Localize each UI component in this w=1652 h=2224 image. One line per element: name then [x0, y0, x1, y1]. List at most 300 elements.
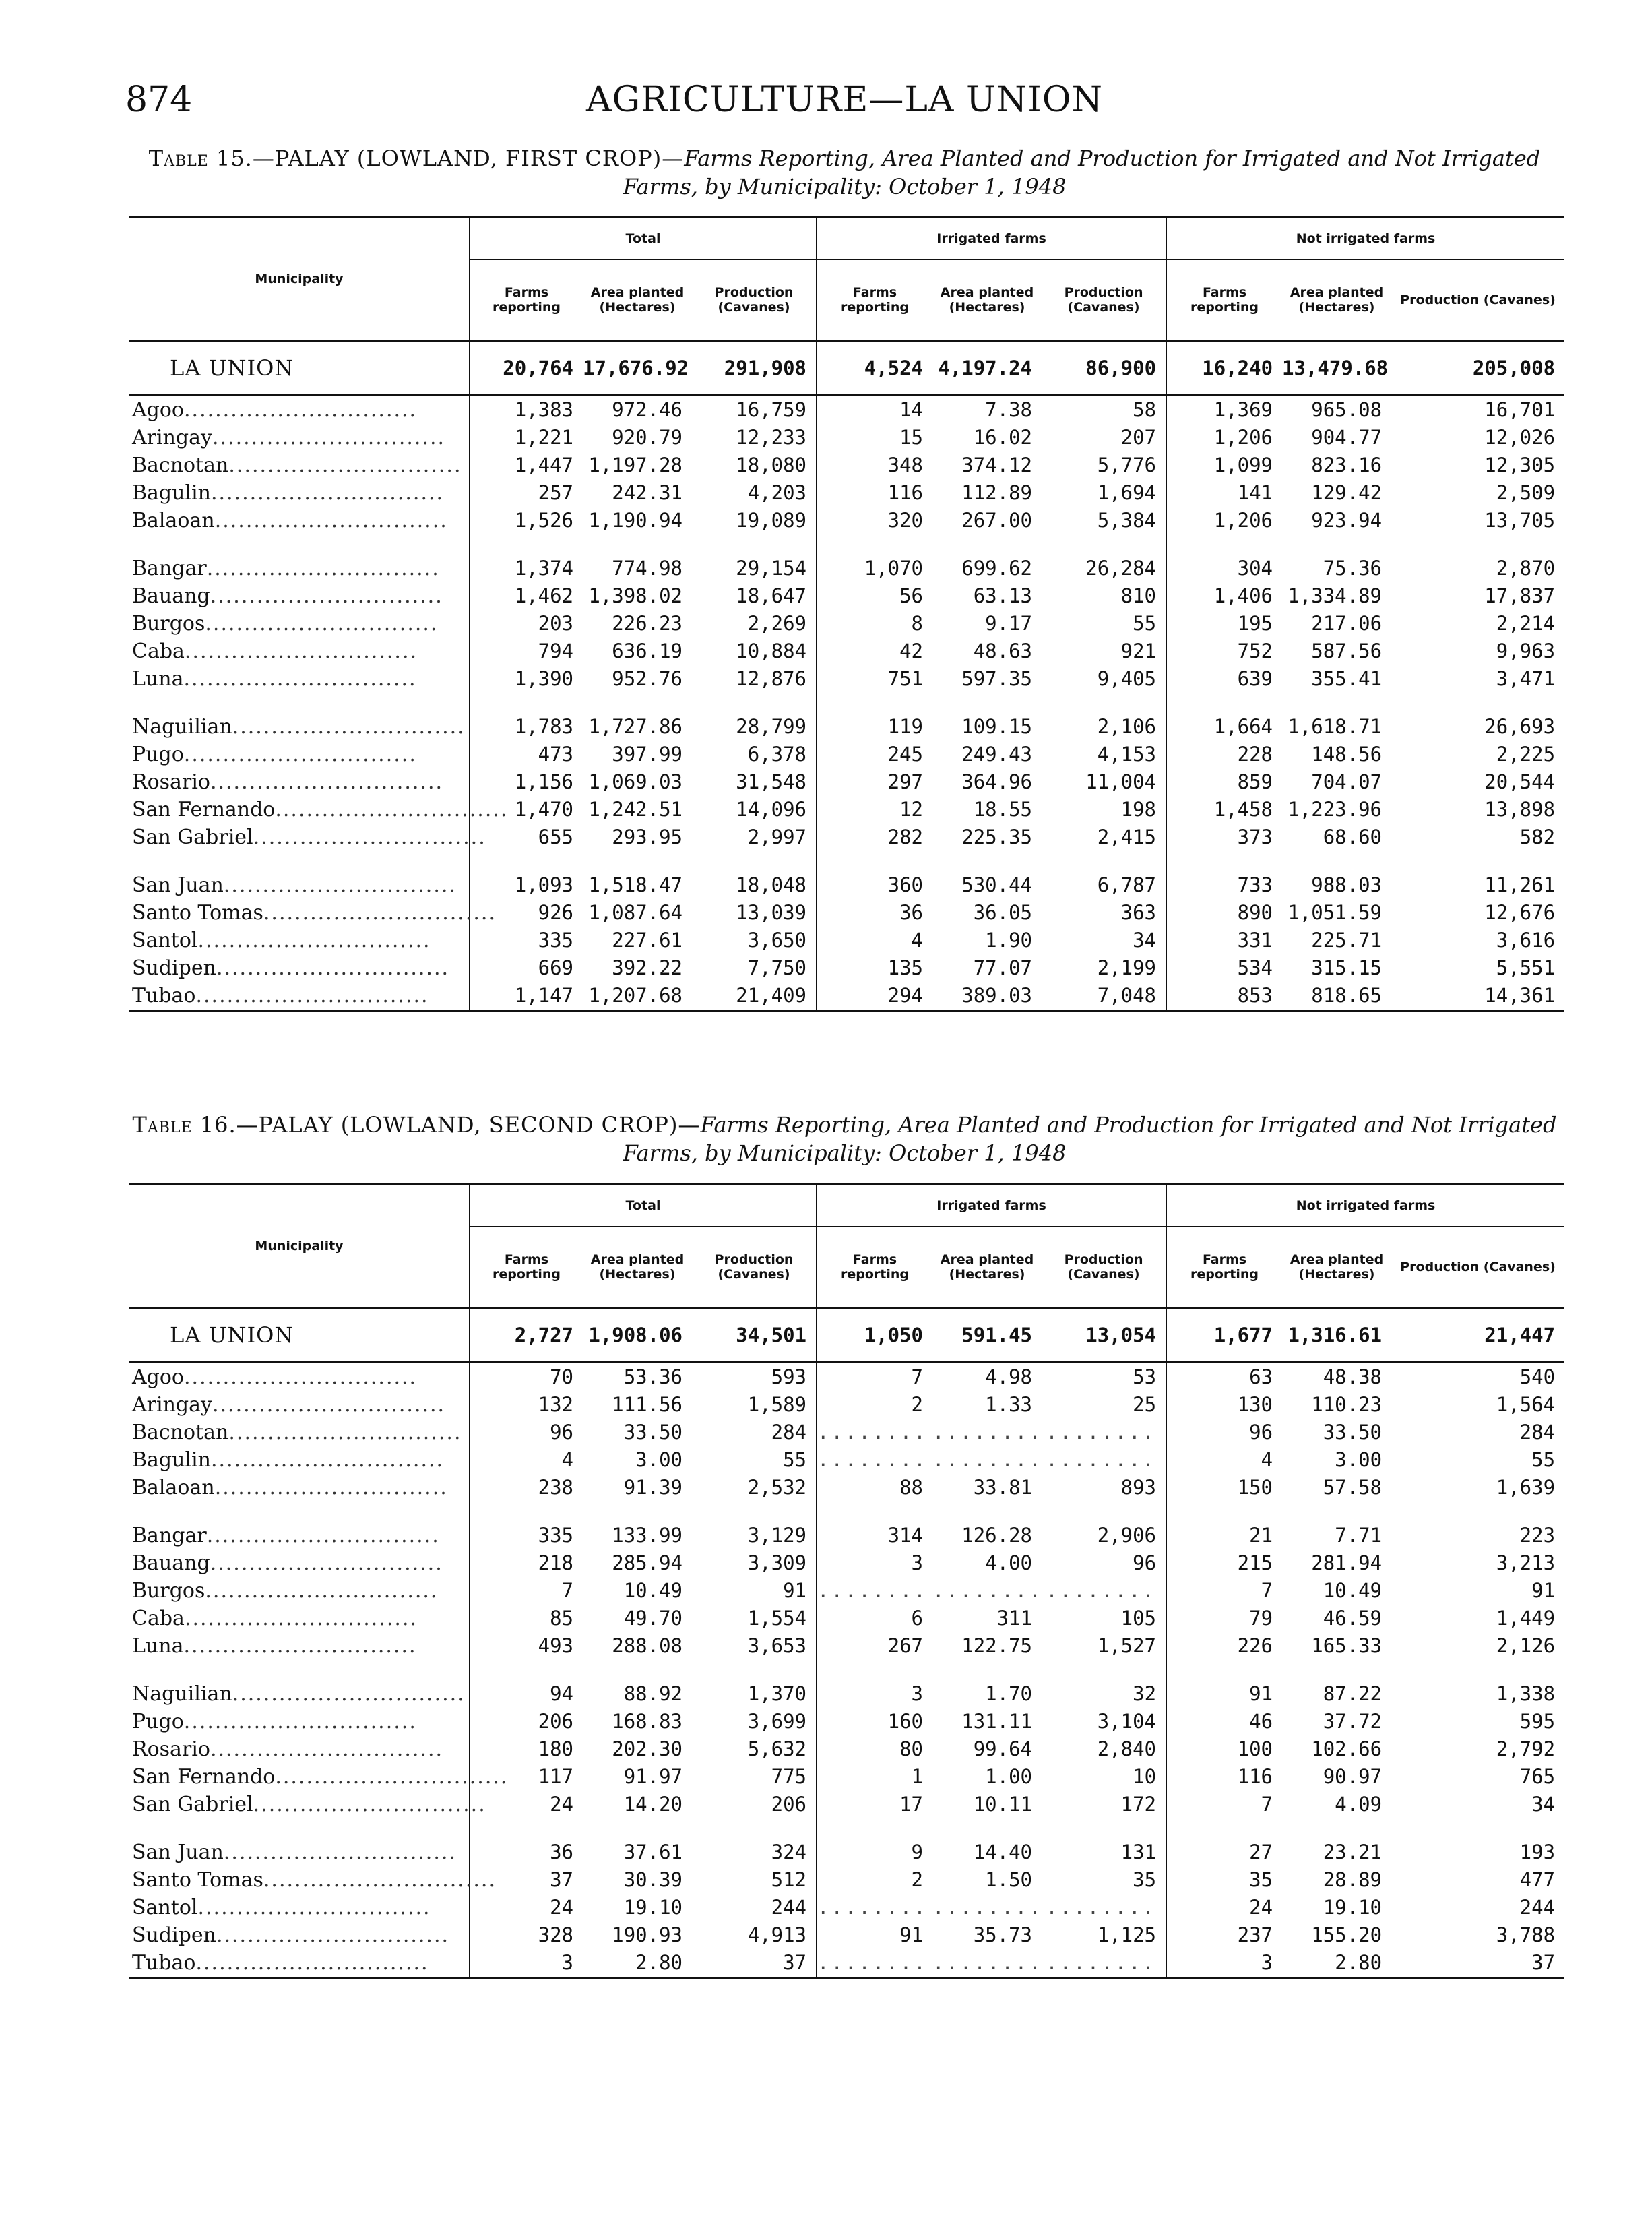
data-cell: 920.79	[612, 426, 682, 449]
data-cell: 2,906	[1097, 1524, 1157, 1547]
data-cell: 774.98	[612, 557, 682, 580]
group-gap	[129, 1818, 1564, 1839]
municipality-name	[129, 741, 470, 768]
data-cell: 46.59	[1323, 1607, 1383, 1630]
data-cell: 19.10	[1323, 1896, 1383, 1919]
municipality-name	[129, 1632, 470, 1660]
empty-cell: ........	[1046, 1421, 1157, 1444]
data-cell: 4,203	[747, 481, 807, 504]
table-row	[129, 452, 1564, 479]
municipality-label: Sudipen	[132, 1923, 216, 1947]
data-cell: 85	[470, 1605, 583, 1632]
group-gap	[129, 1660, 1564, 1680]
data-cell: 4.09	[1335, 1793, 1383, 1816]
municipality-name	[129, 1391, 470, 1419]
data-cell: 893	[1120, 1476, 1157, 1499]
data-cell: 18,048	[736, 873, 807, 896]
municipality-label: Caba	[132, 640, 185, 663]
empty-cell: ........	[932, 1949, 1042, 1978]
municipality-name	[129, 1680, 470, 1708]
data-cell: 1,462	[470, 582, 583, 610]
data-cell: 7	[1166, 1577, 1282, 1605]
page-header	[125, 80, 1564, 127]
empty-cell: ........	[1046, 1579, 1157, 1602]
data-cell: 21,409	[692, 982, 817, 1011]
data-cell: 1,390	[470, 665, 583, 693]
data-cell: 348	[817, 452, 932, 479]
table-row	[129, 871, 1564, 899]
farms-reporting-header: Farms reporting	[817, 259, 932, 341]
municipality-label: Santol	[132, 929, 198, 952]
data-cell: 1,639	[1496, 1476, 1556, 1499]
data-cell: 733	[1166, 871, 1282, 899]
total-cell: 4,524	[817, 341, 932, 396]
municipality-header: Municipality	[129, 217, 470, 341]
table-row	[129, 741, 1564, 768]
production-header: Production (Cavanes)	[1042, 1227, 1166, 1308]
municipality-label: San Fernando	[132, 798, 276, 822]
data-cell: 35	[1166, 1866, 1282, 1894]
empty-cell: ........	[817, 1419, 932, 1446]
table-row	[129, 1866, 1564, 1894]
municipality-label: Bacnotan	[132, 1421, 229, 1444]
data-cell: 360	[817, 871, 932, 899]
leader-dots: ..............................	[197, 929, 431, 952]
data-cell: 1,338	[1496, 1682, 1556, 1705]
data-cell: 36.05	[973, 901, 1033, 924]
municipality-label: Rosario	[132, 1737, 210, 1761]
data-cell: 203	[470, 610, 583, 638]
municipality-label: Bangar	[132, 1524, 207, 1547]
data-cell: 335	[470, 1522, 583, 1549]
leader-dots: ..............................	[183, 743, 417, 766]
data-cell: 1,070	[817, 555, 932, 582]
data-cell: 26,284	[1085, 557, 1157, 580]
municipality-name	[129, 610, 470, 638]
data-cell: 70	[470, 1363, 583, 1392]
data-cell: 198	[1120, 798, 1157, 821]
total-cell: 86,900	[1042, 341, 1166, 396]
data-cell: 29,154	[736, 557, 807, 580]
data-cell: 33.50	[1323, 1421, 1383, 1444]
leader-dots: ..............................	[195, 984, 429, 1008]
production-header: Production (Cavanes)	[692, 1227, 817, 1308]
data-cell: 129.42	[1311, 481, 1383, 504]
data-cell: 80	[817, 1735, 932, 1763]
municipality-name	[129, 1522, 470, 1549]
data-cell: 1,564	[1496, 1393, 1556, 1416]
municipality-label: Pugo	[132, 743, 184, 766]
data-cell: 1.90	[985, 929, 1033, 952]
data-cell: 328	[470, 1921, 583, 1949]
data-cell: 237	[1166, 1921, 1282, 1949]
data-cell: 1.70	[985, 1682, 1033, 1705]
data-cell: 58	[1133, 398, 1157, 421]
leader-dots: ..............................	[205, 1579, 439, 1603]
data-cell: 1,374	[470, 555, 583, 582]
leader-dots: ..............................	[263, 901, 497, 925]
data-cell: 2,106	[1097, 715, 1157, 738]
total-row	[129, 1308, 1564, 1363]
data-cell: 1,618.71	[1288, 715, 1383, 738]
data-cell: 100	[1166, 1735, 1282, 1763]
data-cell: 1,221	[470, 424, 583, 452]
data-cell: 1,383	[470, 396, 583, 425]
data-cell: 2,532	[747, 1476, 807, 1499]
data-cell: 4.00	[985, 1551, 1033, 1574]
data-cell: 35.73	[973, 1923, 1033, 1946]
municipality-label: Tubao	[132, 984, 196, 1008]
data-cell: 1,458	[1166, 796, 1282, 824]
data-cell: 111.56	[612, 1393, 682, 1416]
data-cell: 285.94	[612, 1551, 682, 1574]
municipality-name	[129, 1419, 470, 1446]
data-cell: 227.61	[612, 929, 682, 952]
data-cell: 3.00	[635, 1448, 682, 1471]
data-cell: 193	[1519, 1841, 1556, 1863]
municipality-label: Agoo	[132, 398, 184, 422]
data-cell: 49.70	[623, 1607, 682, 1630]
empty-cell: ........	[1046, 1896, 1157, 1919]
data-cell: 639	[1166, 665, 1282, 693]
data-cell: 2,225	[1496, 743, 1556, 766]
data-cell: 33.50	[623, 1421, 682, 1444]
municipality-name	[129, 1446, 470, 1474]
total-cell: 291,908	[692, 341, 817, 396]
data-cell: 3,699	[747, 1710, 807, 1733]
total-cell: 591.45	[932, 1308, 1042, 1363]
area-planted-header: Area planted (Hectares)	[583, 259, 692, 341]
data-cell: 9.17	[985, 612, 1033, 635]
data-cell: 818.65	[1282, 982, 1391, 1011]
data-cell: 2,199	[1097, 956, 1157, 979]
data-cell: 132	[470, 1391, 583, 1419]
data-cell: 99.64	[973, 1737, 1033, 1760]
table-row	[129, 1522, 1564, 1549]
total-cell: 1,316.61	[1282, 1308, 1391, 1363]
data-cell: 587.56	[1311, 640, 1383, 662]
leader-dots: ..............................	[210, 481, 445, 505]
total-row	[129, 341, 1564, 396]
table-row	[129, 479, 1564, 507]
leader-dots: ..............................	[263, 1868, 497, 1892]
municipality-label: Santo Tomas	[132, 901, 263, 925]
data-cell: 33.81	[973, 1476, 1033, 1499]
farms-reporting-header: Farms reporting	[1166, 1227, 1282, 1308]
data-cell: 7.38	[985, 398, 1033, 421]
data-cell: 168.83	[612, 1710, 682, 1733]
data-cell: 1,470	[470, 796, 583, 824]
data-cell: 116	[1166, 1763, 1282, 1791]
data-cell: 5,551	[1496, 956, 1556, 979]
data-cell: 165.33	[1311, 1634, 1383, 1657]
table-row	[129, 1577, 1564, 1605]
data-cell: 91	[1531, 1579, 1556, 1602]
leader-dots: ..............................	[184, 398, 418, 422]
table-row	[129, 1949, 1564, 1978]
group-header: Irrigated farms	[817, 217, 1166, 259]
table-row	[129, 1708, 1564, 1735]
data-cell: 890	[1166, 899, 1282, 927]
data-cell: 477	[1519, 1868, 1556, 1891]
municipality-label: Balaoan	[132, 1476, 215, 1500]
municipality-label: San Gabriel	[132, 1793, 253, 1816]
data-cell: 36	[817, 899, 932, 927]
data-cell: 242.31	[612, 481, 682, 504]
data-cell: 1,051.59	[1288, 901, 1383, 924]
group-gap	[129, 534, 1564, 555]
municipality-label: Bagulin	[132, 1448, 211, 1472]
production-header: Production (Cavanes)	[1042, 259, 1166, 341]
empty-cell: ........	[817, 1577, 932, 1605]
data-cell: 3,616	[1496, 929, 1556, 952]
data-cell: 595	[1519, 1710, 1556, 1733]
data-cell: 2,509	[1496, 481, 1556, 504]
data-cell: 7,750	[747, 956, 807, 979]
data-cell: 17,837	[1484, 584, 1556, 607]
farms-reporting-header: Farms reporting	[817, 1227, 932, 1308]
empty-cell: ........	[932, 1448, 1043, 1471]
municipality-name	[129, 1894, 470, 1921]
farms-reporting-header: Farms reporting	[1166, 259, 1282, 341]
municipality-name	[129, 582, 470, 610]
municipality-name	[129, 1791, 486, 1818]
table-row	[129, 396, 1564, 425]
table-row	[129, 1474, 1564, 1502]
data-cell: 37.61	[623, 1841, 682, 1863]
data-cell: 5,384	[1097, 509, 1157, 532]
total-cell: 205,008	[1391, 341, 1564, 396]
data-cell: 116	[817, 479, 932, 507]
data-cell: 202.30	[612, 1737, 682, 1760]
municipality-label: Luna	[132, 1634, 184, 1658]
data-cell: 225.35	[961, 826, 1033, 848]
group-gap	[129, 1502, 1564, 1522]
data-cell: 195	[1166, 610, 1282, 638]
data-cell: 1,526	[470, 507, 583, 534]
data-cell: 4	[817, 927, 932, 954]
data-cell: 7	[817, 1363, 932, 1392]
data-cell: 2,792	[1496, 1737, 1556, 1760]
municipality-label: Pugo	[132, 1710, 184, 1733]
table-row	[129, 768, 1564, 796]
table-row	[129, 954, 1564, 982]
data-cell: 131	[1120, 1841, 1157, 1863]
table-row	[129, 1735, 1564, 1763]
data-cell: 37	[1391, 1949, 1564, 1978]
data-cell: 3,650	[747, 929, 807, 952]
data-cell: 297	[817, 768, 932, 796]
table15-grid	[129, 216, 1564, 1012]
area-planted-header: Area planted (Hectares)	[583, 1227, 692, 1308]
data-cell: 11,261	[1484, 873, 1556, 896]
leader-dots: ..............................	[210, 1551, 443, 1575]
table-row	[129, 1680, 1564, 1708]
data-cell: 752	[1166, 638, 1282, 665]
group-header: Not irrigated farms	[1166, 217, 1564, 259]
data-cell: 190.93	[612, 1923, 682, 1946]
data-cell: 14.20	[623, 1793, 682, 1816]
production-header: Production (Cavanes)	[1391, 259, 1564, 341]
data-cell: 109.15	[961, 715, 1033, 738]
leader-dots: ..............................	[206, 1524, 440, 1547]
group-header: Not irrigated farms	[1166, 1184, 1564, 1227]
data-cell: 14	[817, 396, 932, 425]
municipality-name	[129, 1949, 470, 1978]
data-cell: 12,026	[1484, 426, 1556, 449]
data-cell: 37	[470, 1866, 583, 1894]
table-row	[129, 582, 1564, 610]
municipality-name	[129, 452, 470, 479]
leader-dots: ..............................	[210, 1448, 445, 1472]
data-cell: 112.89	[961, 481, 1033, 504]
total-cell: 13,479.68	[1282, 341, 1391, 396]
data-cell: 6,787	[1097, 873, 1157, 896]
data-cell: 1,369	[1166, 396, 1282, 425]
data-cell: 20,544	[1484, 770, 1556, 793]
municipality-name	[129, 796, 509, 824]
municipality-label: Santol	[132, 1896, 198, 1919]
data-cell: 988.03	[1311, 873, 1383, 896]
municipality-label: San Gabriel	[132, 826, 253, 849]
data-cell: 91	[783, 1579, 807, 1602]
data-cell: 1,370	[747, 1682, 807, 1705]
data-cell: 397.99	[612, 743, 682, 766]
data-cell: 284	[771, 1421, 807, 1444]
total-cell: 2,727	[470, 1308, 583, 1363]
data-cell: 68.60	[1323, 826, 1383, 848]
data-cell: 55	[1133, 612, 1157, 635]
table-row	[129, 824, 1564, 851]
data-cell: 267	[817, 1632, 932, 1660]
municipality-name	[129, 1605, 470, 1632]
data-cell: 215	[1166, 1549, 1282, 1577]
leader-dots: ..............................	[232, 715, 466, 739]
data-cell: 48.38	[1323, 1365, 1383, 1388]
leader-dots: ..............................	[212, 1393, 446, 1417]
municipality-label: Tubao	[132, 1951, 196, 1975]
data-cell: 36	[470, 1839, 583, 1866]
data-cell: 9,963	[1496, 640, 1556, 662]
data-cell: 512	[771, 1868, 807, 1891]
data-cell: 223	[1519, 1524, 1556, 1547]
page-title: AGRICULTURE—LA UNION	[586, 80, 1103, 120]
data-cell: 63	[1166, 1363, 1282, 1392]
area-planted-header: Area planted (Hectares)	[1282, 259, 1391, 341]
data-cell: 14.40	[973, 1841, 1033, 1863]
municipality-name	[129, 396, 470, 425]
data-cell: 90.97	[1323, 1765, 1383, 1788]
data-cell: 2,415	[1097, 826, 1157, 848]
data-cell: 24	[470, 1791, 583, 1818]
page-number: 874	[125, 80, 193, 120]
municipality-name	[129, 713, 470, 741]
data-cell: 1,334.89	[1288, 584, 1383, 607]
group-gap	[129, 851, 1564, 871]
data-cell: 96	[1133, 1551, 1157, 1574]
data-cell: 2,214	[1496, 612, 1556, 635]
data-cell: 16,759	[736, 398, 807, 421]
data-cell: 228	[1166, 741, 1282, 768]
data-cell: 13,898	[1484, 798, 1556, 821]
empty-cell: ........	[932, 1421, 1043, 1444]
data-cell: 593	[771, 1365, 807, 1388]
municipality-name	[129, 1549, 470, 1577]
data-cell: 281.94	[1311, 1551, 1383, 1574]
leader-dots: ..............................	[253, 826, 486, 849]
empty-cell: ........	[932, 1579, 1043, 1602]
data-cell: 1.00	[985, 1765, 1033, 1788]
table-row	[129, 1839, 1564, 1866]
data-cell: 24	[1166, 1894, 1282, 1921]
data-cell: 655	[470, 824, 583, 851]
municipality-name	[129, 1866, 497, 1894]
data-cell: 4	[470, 1446, 583, 1474]
municipality-label: Rosario	[132, 770, 210, 794]
municipality-label: Naguilian	[132, 1682, 232, 1706]
table-row	[129, 1363, 1564, 1392]
data-cell: 207	[1120, 426, 1157, 449]
data-cell: 53.36	[623, 1365, 682, 1388]
leader-dots: ..............................	[184, 640, 418, 663]
data-cell: 2,126	[1496, 1634, 1556, 1657]
data-cell: 1,447	[470, 452, 583, 479]
leader-dots: ..............................	[275, 798, 509, 822]
table-row	[129, 1894, 1564, 1921]
empty-cell: ........	[817, 1894, 932, 1921]
data-cell: 1	[817, 1763, 932, 1791]
data-cell: 63.13	[973, 584, 1033, 607]
data-cell: 117	[470, 1763, 583, 1791]
table-row	[129, 1391, 1564, 1419]
data-cell: 3	[817, 1680, 932, 1708]
data-cell: 31,548	[736, 770, 807, 793]
table16-title-lead: Table 16.—PALAY (LOWLAND, SECOND CROP)—	[132, 1112, 701, 1138]
data-cell: 5,632	[747, 1737, 807, 1760]
data-cell: 530.44	[961, 873, 1033, 896]
leader-dots: ..............................	[205, 612, 439, 636]
table-row	[129, 507, 1564, 534]
data-cell: 30.39	[623, 1868, 682, 1891]
table-row	[129, 796, 1564, 824]
table-row	[129, 1791, 1564, 1818]
data-cell: 257	[470, 479, 583, 507]
data-cell: 10.11	[973, 1793, 1033, 1816]
total-cell: 4,197.24	[932, 341, 1042, 396]
data-cell: 1,406	[1166, 582, 1282, 610]
data-cell: 217.06	[1311, 612, 1383, 635]
leader-dots: ..............................	[228, 454, 462, 477]
data-cell: 1,783	[470, 713, 583, 741]
data-cell: 4	[1166, 1446, 1282, 1474]
data-cell: 374.12	[961, 454, 1033, 476]
data-cell: 12,233	[736, 426, 807, 449]
data-cell: 4,913	[747, 1923, 807, 1946]
table16-grid	[129, 1183, 1564, 1979]
data-cell: 88	[817, 1474, 932, 1502]
municipality-label: San Juan	[132, 873, 224, 897]
data-cell: 37	[692, 1949, 817, 1978]
data-cell: 331	[1166, 927, 1282, 954]
leader-dots: ..............................	[212, 426, 446, 450]
municipality-label: Sudipen	[132, 956, 216, 980]
municipality-header: Municipality	[129, 1184, 470, 1308]
table-row	[129, 713, 1564, 741]
data-cell: 293.95	[612, 826, 682, 848]
data-cell: 160	[817, 1708, 932, 1735]
data-cell: 131.11	[961, 1710, 1033, 1733]
data-cell: 35	[1133, 1868, 1157, 1891]
